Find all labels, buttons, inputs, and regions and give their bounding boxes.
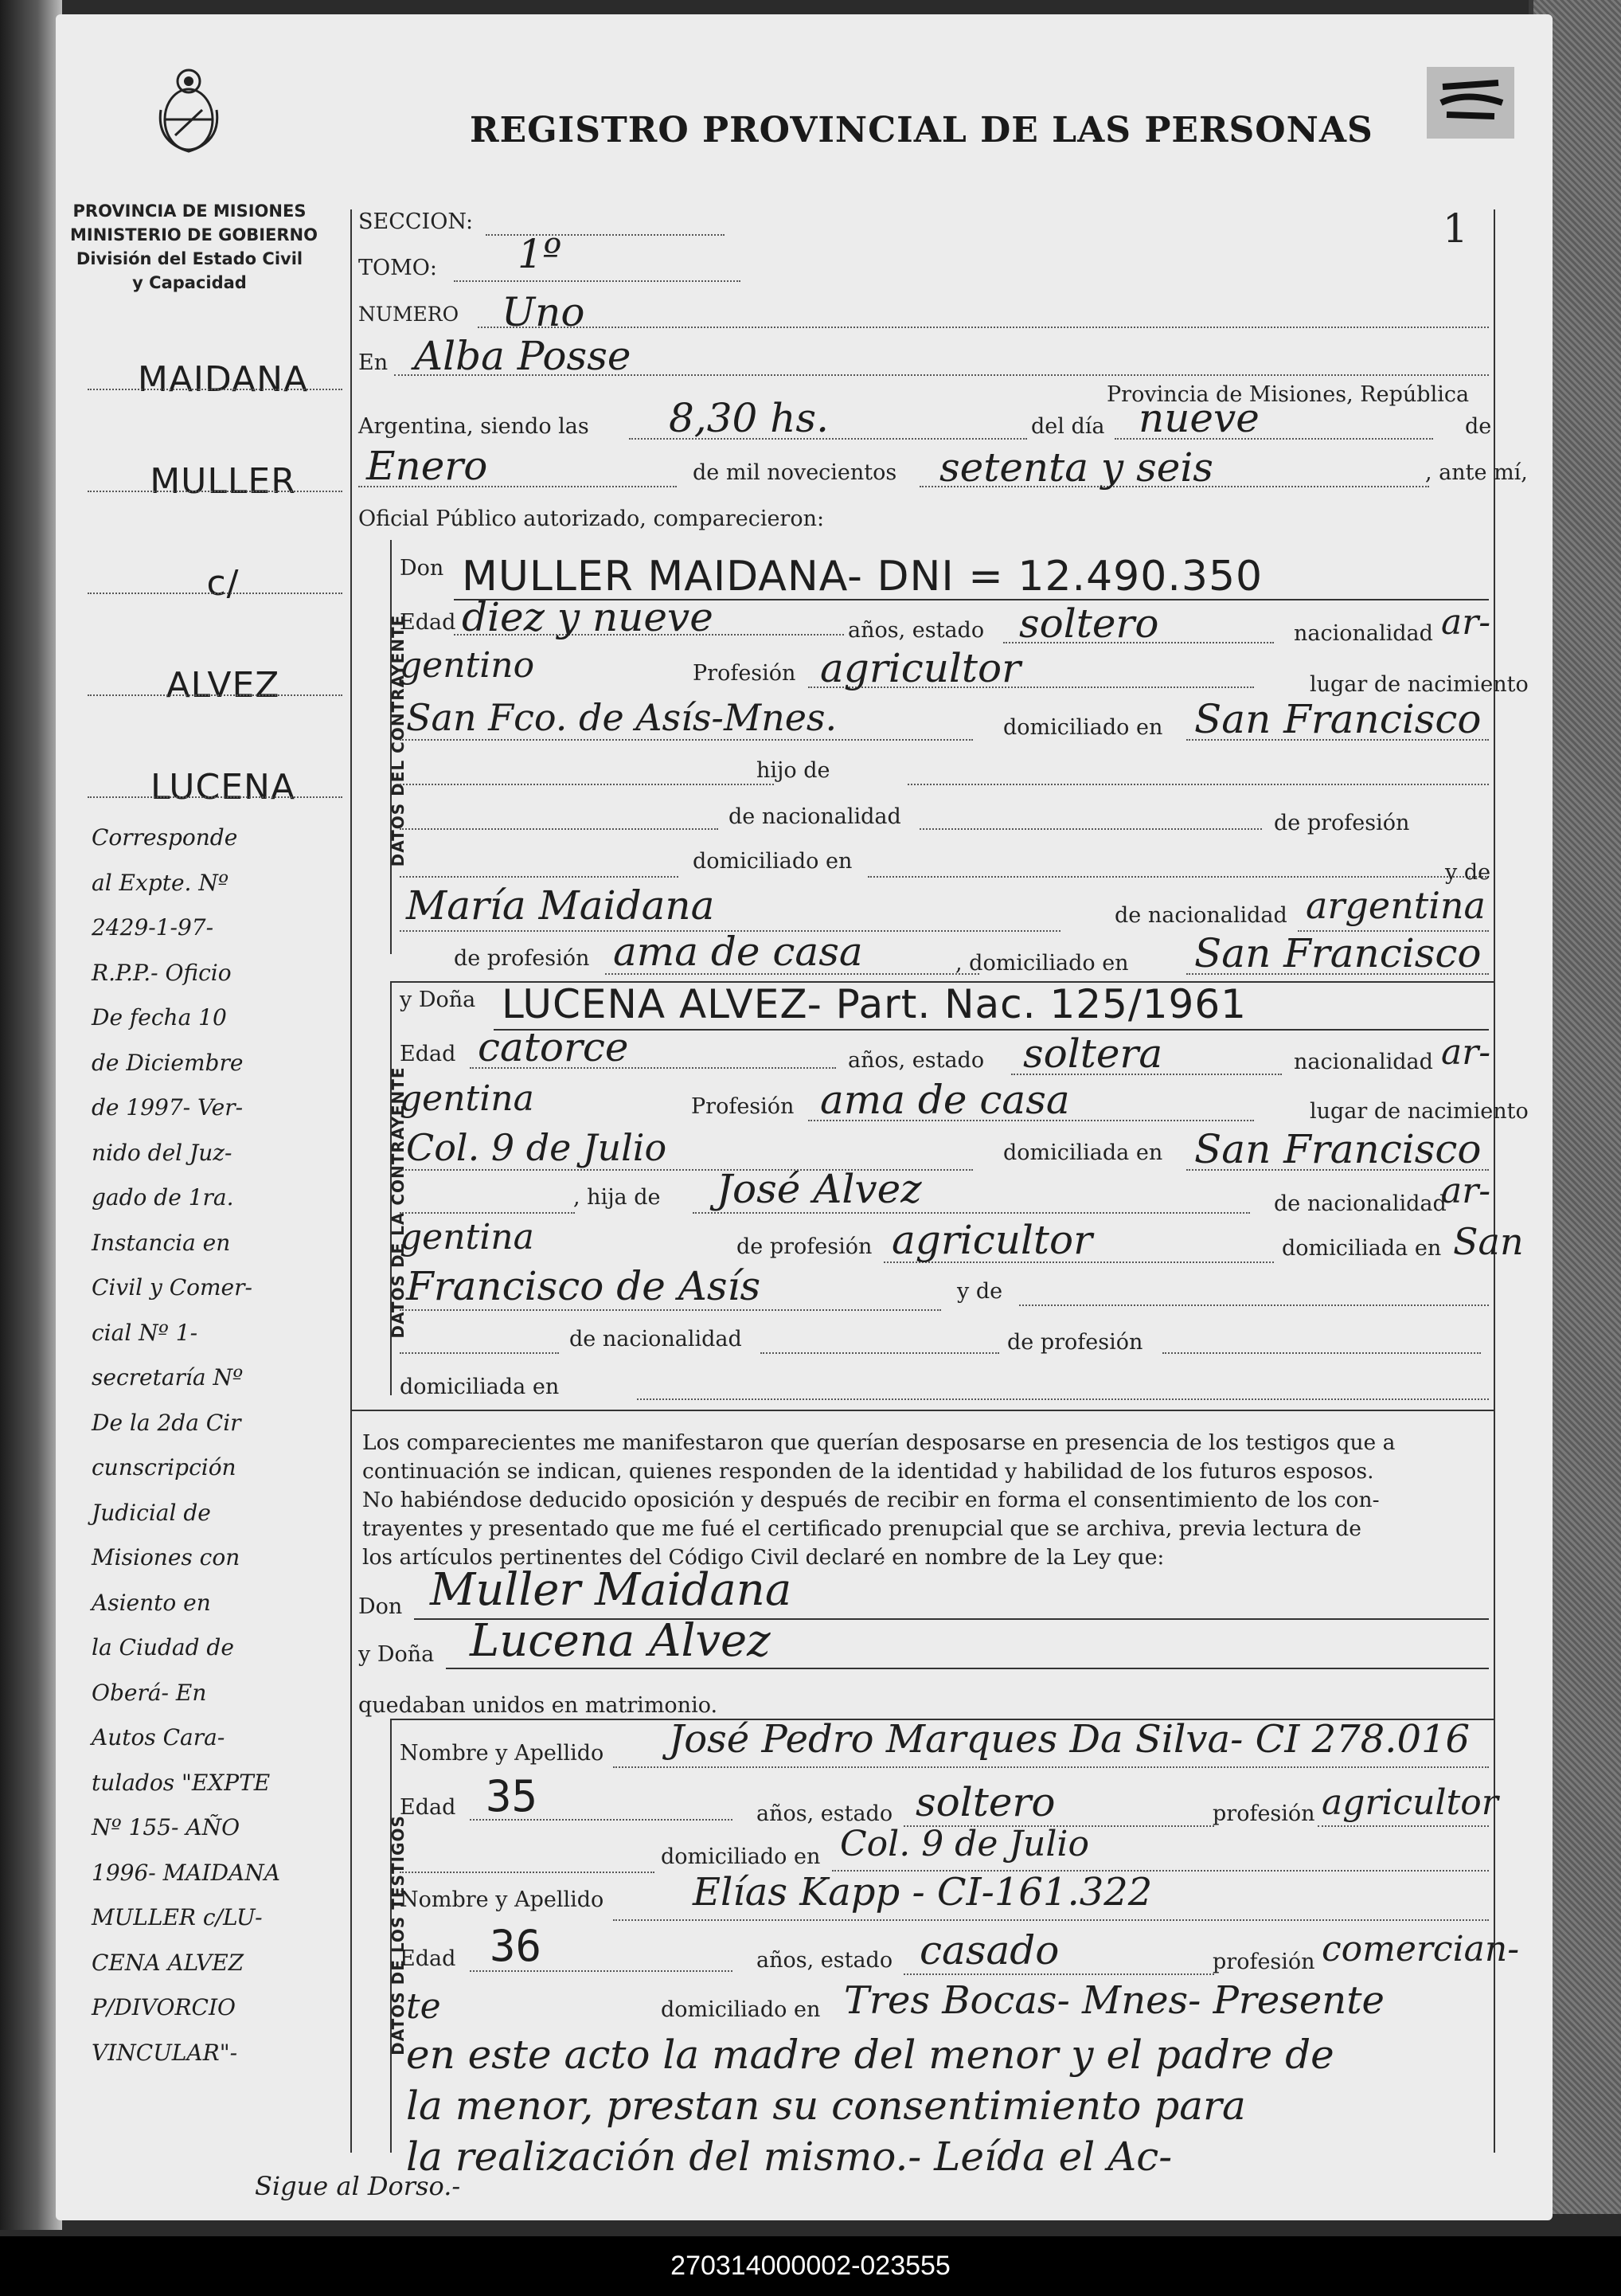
oficial-text: Oficial Público autorizado, comparecieron:	[358, 507, 825, 531]
bride-lugar-label: lugar de nacimiento	[1310, 1099, 1529, 1124]
margin-note-line: Instancia en	[92, 1229, 231, 1256]
bride-padre-dom-label: domiciliada en	[1282, 1236, 1442, 1261]
margin-note-line: cial Nº 1-	[92, 1319, 198, 1346]
mes-value: Enero	[366, 443, 488, 489]
bride-nacionalidad-label: nacionalidad	[1294, 1050, 1433, 1074]
groom-hijo-label: hijo de	[756, 758, 830, 783]
w2-nombre-label: Nombre y Apellido	[400, 1887, 604, 1912]
margin-footer: Sigue al Dorso.-	[255, 2171, 461, 2201]
groom-profesion: agricultor	[820, 645, 1021, 691]
witness-side-label: DATOS DE LOS TESTIGOS	[389, 1815, 408, 2055]
de-mil-label: de mil novecientos	[693, 460, 897, 485]
w1-prof-line	[1318, 1825, 1489, 1827]
groom-profesion-label: Profesión	[693, 661, 796, 686]
margin-note-line: nido del Juz-	[92, 1139, 232, 1166]
margin-note-line: la Ciudad de	[92, 1634, 234, 1660]
margin-note-line: de 1997- Ver-	[92, 1094, 244, 1121]
margin-name-2: MULLER	[150, 461, 296, 502]
groom-blank-line-3	[400, 876, 678, 878]
witness-note-line-2: la menor, prestan su consentimiento para	[406, 2083, 1246, 2129]
groom-de-nacionalidad-line	[920, 828, 1262, 830]
office-line-division: División del Estado Civil	[76, 249, 303, 268]
bride-nacionalidad-b: gentina	[400, 1078, 534, 1119]
w1-estado: soltero	[916, 1779, 1056, 1825]
groom-madre-prof: ama de casa	[613, 929, 863, 975]
bride-de-nacionalidad-label: de nacionalidad	[569, 1327, 742, 1351]
margin-note-line: 1996- MAIDANA	[92, 1859, 280, 1886]
w2-nombre-line	[613, 1919, 1489, 1921]
stamp-icon	[1427, 67, 1514, 139]
book-binding	[0, 0, 62, 2230]
margin-note-line: MULLER c/LU-	[92, 1904, 263, 1930]
groom-don-label: Don	[400, 556, 444, 581]
declaration-line-5: los artículos pertinentes del Código Civil declaré en nombre de la Ley que:	[362, 1545, 1165, 1570]
bride-domiciliada-en-line	[637, 1398, 1489, 1400]
del-dia-label: del día	[1031, 414, 1105, 439]
groom-madre-nac: argentina	[1306, 884, 1486, 927]
margin-name-1: MAIDANA	[137, 359, 309, 400]
bride-anios-estado-label: años, estado	[848, 1048, 985, 1073]
tomo-value: 1º	[518, 231, 562, 277]
declaration-don-label: Don	[358, 1594, 403, 1619]
declaration-line-3: No habiéndose deducido oposición y después de recibir en forma el consentimiento de los con-	[362, 1488, 1380, 1512]
bride-blank-line-1	[400, 1212, 575, 1214]
margin-note-line: tulados "EXPTE	[92, 1769, 271, 1796]
office-line-capacity: y Capacidad	[132, 273, 247, 292]
margin-note-line: VINCULAR"-	[92, 2039, 238, 2066]
w1-prof: agricultor	[1322, 1782, 1498, 1823]
bride-nacionalidad-a: ar-	[1441, 1032, 1491, 1073]
margin-note-line: CENA ALVEZ	[92, 1949, 244, 1976]
w1-nombre-line	[613, 1766, 1489, 1768]
groom-lugar-line	[400, 739, 973, 741]
bride-y-de-label: y de	[957, 1279, 1003, 1304]
witness-note-line-1: en este acto la madre del menor y el padre de	[406, 2032, 1334, 2078]
margin-note-line: R.P.P.- Oficio	[92, 959, 232, 986]
bride-de-nacionalidad-line	[760, 1352, 999, 1354]
bride-domicilio: San Francisco	[1194, 1126, 1482, 1172]
margin-note-line: secretaría Nº	[92, 1364, 244, 1391]
w1-estado-label: años, estado	[756, 1801, 893, 1826]
groom-lugar-label: lugar de nacimiento	[1310, 672, 1529, 697]
bride-de-profesion-label: de profesión	[1007, 1330, 1143, 1355]
groom-domiciliado-label: domiciliado en	[1003, 715, 1163, 740]
declaration-quedaban: quedaban unidos en matrimonio.	[358, 1693, 718, 1718]
bride-de-profesion-line	[1162, 1352, 1481, 1354]
groom-madre-dom: San Francisco	[1194, 930, 1482, 976]
numero-value: Uno	[502, 289, 585, 335]
page-title: REGISTRO PROVINCIAL DE LAS PERSONAS	[470, 110, 1373, 151]
declaration-don-value: Muller Maidana	[430, 1564, 792, 1616]
margin-line-1	[88, 389, 342, 390]
groom-nacionalidad-a: ar-	[1441, 602, 1491, 643]
declaration-line-4: trayentes y presentado que me fué el certificado prenupcial que se archiva, previa lectura de	[362, 1516, 1361, 1541]
groom-y-de-label: y de	[1445, 860, 1491, 885]
margin-line-5	[88, 796, 342, 798]
right-border	[1494, 209, 1495, 2153]
margin-name-3: c/	[206, 563, 240, 604]
bride-padre-dom-b: Francisco de Asís	[406, 1263, 761, 1309]
margin-note-line: Judicial de	[92, 1499, 211, 1526]
w2-dom-prefix: te	[406, 1986, 441, 2027]
margin-note-line: al Expte. Nº	[92, 869, 229, 896]
groom-domicilio: San Francisco	[1194, 696, 1482, 742]
groom-lugar: San Fco. de Asís-Mnes.	[406, 696, 838, 739]
margin-note-line: 2429-1-97-	[92, 914, 214, 941]
numero-label: NUMERO	[358, 303, 459, 326]
margin-line-2	[88, 491, 342, 492]
groom-de-profesion-label: de profesión	[1274, 811, 1410, 835]
groom-side-label: DATOS DEL CONTRAYENTE	[389, 614, 408, 867]
groom-domiciliado-en-label: domiciliado en	[693, 849, 853, 874]
groom-madre: María Maidana	[406, 882, 715, 929]
margin-note-line: Corresponde	[92, 824, 238, 851]
margin-note-line: P/DIVORCIO	[92, 1994, 236, 2020]
groom-nacionalidad-b: gentino	[400, 645, 535, 686]
w2-edad: 36	[490, 1921, 542, 1971]
tomo-line	[454, 280, 740, 282]
groom-edad: diez y nueve	[462, 594, 713, 640]
margin-note-line: gado de 1ra.	[92, 1184, 234, 1211]
anio-value: setenta y seis	[939, 444, 1213, 491]
de-label: de	[1465, 414, 1492, 439]
dia-value: nueve	[1139, 395, 1260, 441]
bride-padre-nac-a: ar-	[1441, 1171, 1491, 1211]
w2-prof-label: profesión	[1213, 1950, 1315, 1974]
bride-domiciliada-label: domiciliada en	[1003, 1140, 1163, 1165]
groom-blank-line-1	[400, 784, 774, 785]
w1-edad: 35	[486, 1771, 538, 1821]
w1-prof-label: profesión	[1213, 1801, 1315, 1826]
margin-line-4	[88, 694, 342, 696]
declaration-dona-value: Lucena Alvez	[470, 1615, 771, 1667]
groom-name: MULLER MAIDANA- DNI = 12.490.350	[462, 553, 1264, 600]
w2-dom-label: domiciliado en	[661, 1997, 821, 2022]
bride-name-line	[494, 1029, 1489, 1031]
seccion-label: SECCION:	[358, 209, 474, 234]
groom-domiciliado-en-line	[868, 876, 1489, 878]
provincia-text: Provincia de Misiones, República	[1107, 382, 1470, 407]
bride-profesion-label: Profesión	[691, 1094, 795, 1119]
office-line-province: PROVINCIA DE MISIONES	[72, 201, 307, 221]
w1-nombre: José Pedro Marques Da Silva- CI 278.016	[669, 1717, 1471, 1762]
en-label: En	[358, 350, 389, 375]
office-line-ministry: MINISTERIO DE GOBIERNO	[70, 225, 318, 244]
bride-padre-dom-line	[400, 1309, 941, 1311]
w1-dom: Col. 9 de Julio	[840, 1824, 1089, 1864]
groom-de-nacionalidad-label: de nacionalidad	[728, 804, 901, 829]
margin-note-line: Oberá- En	[92, 1679, 207, 1706]
margin-note-line: de Diciembre	[92, 1049, 244, 1076]
argentina-label: Argentina, siendo las	[358, 414, 589, 439]
margin-note-line: Nº 155- AÑO	[92, 1814, 240, 1840]
groom-anios-estado-label: años, estado	[848, 618, 985, 643]
numero-line	[478, 327, 1489, 328]
bride-estado: soltera	[1023, 1031, 1163, 1077]
w2-dom: Tres Bocas- Mnes- Presente	[844, 1978, 1385, 2023]
bride-profesion: ama de casa	[820, 1077, 1070, 1123]
w2-estado-line	[904, 1973, 1214, 1975]
register-page	[56, 14, 1553, 2220]
w2-prof: comercian-	[1322, 1929, 1520, 1969]
margin-line-3	[88, 593, 342, 594]
margin-note-line: cunscripción	[92, 1454, 236, 1480]
witness-note-line-3: la realización del mismo.- Leída el Ac-	[406, 2134, 1173, 2180]
margin-name-5: LUCENA	[150, 767, 296, 808]
bride-name: LUCENA ALVEZ- Part. Nac. 125/1961	[502, 981, 1247, 1027]
bride-padre-nac-b: gentina	[400, 1217, 534, 1258]
hora-value: 8,30 hs.	[669, 395, 829, 441]
w1-blank-line	[400, 1872, 654, 1873]
groom-edad-label: Edad	[400, 610, 456, 635]
bride-padre-prof: agricultor	[892, 1217, 1093, 1263]
bride-dona-label: y Doña	[400, 988, 476, 1012]
page-number: 1	[1443, 205, 1468, 252]
w2-estado-label: años, estado	[756, 1948, 893, 1973]
margin-note-line: Misiones con	[92, 1544, 240, 1570]
coat-of-arms-icon	[153, 62, 225, 158]
groom-estado: soltero	[1019, 600, 1159, 647]
bride-padre-nac-label: de nacionalidad	[1274, 1191, 1447, 1216]
margin-note-line: De fecha 10	[92, 1004, 227, 1031]
bride-blank-line-2	[400, 1352, 559, 1354]
margin-note-line: Civil y Comer-	[92, 1274, 252, 1301]
image-id-bar: 270314000002-023555	[0, 2236, 1621, 2296]
w1-nombre-label: Nombre y Apellido	[400, 1741, 604, 1766]
tomo-label: TOMO:	[358, 256, 438, 280]
margin-note-line: De la 2da Cir	[92, 1409, 241, 1436]
bride-madre-line	[1019, 1304, 1489, 1306]
declaration-top	[350, 1410, 1494, 1411]
declaration-dona-line	[446, 1668, 1489, 1669]
groom-nacionalidad-label: nacionalidad	[1294, 621, 1433, 646]
bride-edad: catorce	[478, 1024, 629, 1070]
bride-padre-line	[693, 1212, 1250, 1214]
bride-side-label: DATOS DE LA CONTRAYENTE	[389, 1066, 408, 1339]
w2-nombre: Elías Kapp - CI-161.322	[693, 1870, 1153, 1915]
declaration-line-2: continuación se indican, quienes responden de la identidad y habilidad de los futuros esposos.	[362, 1459, 1374, 1484]
en-value: Alba Posse	[414, 333, 631, 379]
bride-hija-label: , hija de	[573, 1185, 661, 1210]
w1-edad-label: Edad	[400, 1795, 456, 1820]
bride-domiciliada-en-label: domiciliada en	[400, 1375, 560, 1399]
margin-name-4: ALVEZ	[166, 665, 280, 706]
bride-padre: José Alvez	[717, 1166, 922, 1212]
bride-lugar: Col. 9 de Julio	[406, 1126, 667, 1169]
groom-blank-line-2	[400, 828, 718, 830]
bride-edad-label: Edad	[400, 1042, 456, 1066]
bride-padre-prof-label: de profesión	[736, 1234, 873, 1259]
groom-hijo-line	[908, 784, 1489, 785]
groom-madre-prof-label: de profesión	[454, 946, 590, 971]
bride-padre-dom-a: San	[1453, 1220, 1524, 1263]
margin-divider	[350, 209, 352, 2153]
groom-madre-nac-label: de nacionalidad	[1115, 903, 1287, 928]
ante-mi-label: , ante mí,	[1425, 460, 1528, 485]
w2-edad-label: Edad	[400, 1946, 456, 1971]
w2-estado: casado	[920, 1927, 1060, 1973]
declaration-line-1: Los comparecientes me manifestaron que querían desposarse en presencia de los testigos que a	[362, 1430, 1396, 1455]
margin-note-line: Autos Cara-	[92, 1724, 225, 1750]
margin-note-line: Asiento en	[92, 1589, 211, 1616]
groom-madre-dom-label: , domiciliado en	[955, 951, 1129, 976]
w1-dom-label: domiciliado en	[661, 1844, 821, 1869]
declaration-dona-label: y Doña	[358, 1642, 435, 1667]
